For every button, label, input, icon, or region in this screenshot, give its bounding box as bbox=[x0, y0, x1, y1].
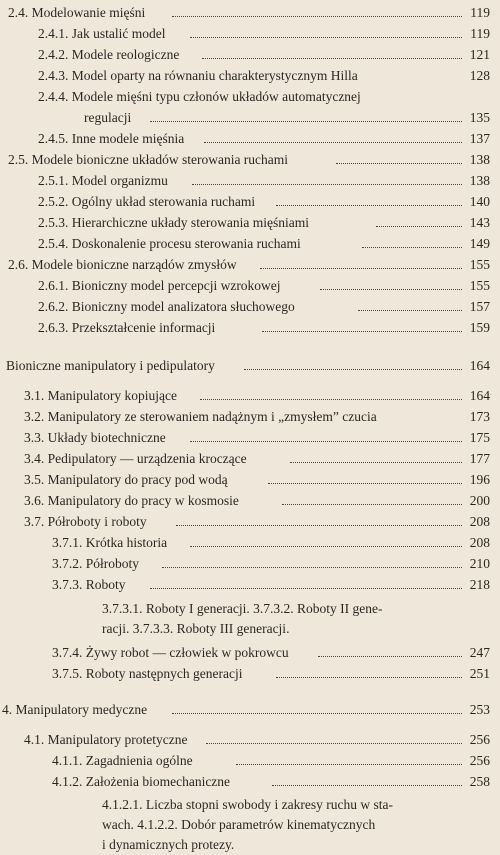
toc-entry-page: 143 bbox=[469, 215, 490, 230]
toc-entry-title: 3.2. Manipulatory ze sterowaniem nadążnym i „zmysłem” czucia bbox=[24, 409, 377, 424]
toc-entry-page: 157 bbox=[469, 299, 490, 314]
toc-entry-page: 256 bbox=[469, 753, 490, 768]
leader-dots bbox=[276, 677, 462, 678]
toc-entry-page: 121 bbox=[469, 47, 490, 62]
leader-dots bbox=[190, 37, 462, 38]
leader-dots bbox=[190, 441, 462, 442]
leader-dots bbox=[272, 785, 462, 786]
toc-entry-title: 4.1.2. Założenia biomechaniczne bbox=[52, 774, 231, 789]
leader-dots bbox=[192, 184, 462, 185]
toc-subsection-note: i dynamicznych protezy. bbox=[102, 837, 235, 852]
toc-entry-title: 4. Manipulatory medyczne bbox=[2, 702, 148, 717]
toc-entry-page: 251 bbox=[469, 666, 490, 681]
toc-entry-title: 2.6.1. Bioniczny model percepcji wzrokowej bbox=[38, 278, 281, 293]
toc-entry-title: 2.4.4. Modele mięśni typu członów układów automatycznej bbox=[38, 89, 361, 104]
leader-dots bbox=[172, 16, 462, 17]
toc-subsection-note: 3.7.3.1. Roboty I generacji. 3.7.3.2. Roboty II gene- bbox=[102, 601, 383, 616]
toc-entry-title: 3.4. Pedipulatory — urządzenia kroczące bbox=[24, 451, 247, 466]
toc-entry-page: 258 bbox=[469, 774, 490, 789]
toc-entry-page: 200 bbox=[469, 493, 490, 508]
toc-entry-title-cont: regulacji bbox=[84, 110, 132, 125]
toc-entry-page: 137 bbox=[469, 131, 490, 146]
leader-dots bbox=[362, 247, 462, 248]
leader-dots bbox=[206, 743, 462, 744]
leader-dots bbox=[150, 121, 462, 122]
toc-subsection-note: 4.1.2.1. Liczba stopni swobody i zakresy ruchu w sta- bbox=[102, 797, 393, 812]
toc-entry-page: 135 bbox=[469, 110, 490, 125]
leader-dots bbox=[202, 58, 462, 59]
toc-entry-title: 2.5. Modele bioniczne układów sterowania ruchami bbox=[8, 152, 289, 167]
toc-entry-title: 3.7.4. Żywy robot — człowiek w pokrowcu bbox=[52, 645, 289, 660]
toc-entry-page: 149 bbox=[469, 236, 490, 251]
toc-entry-title: 2.4.5. Inne modele mięśnia bbox=[38, 131, 185, 146]
leader-dots bbox=[162, 567, 462, 568]
toc-entry-page: 159 bbox=[469, 320, 490, 335]
toc-entry-page: 164 bbox=[469, 388, 490, 403]
toc-entry-title: 2.5.1. Model organizmu bbox=[38, 173, 168, 188]
toc-entry-page: 119 bbox=[470, 26, 490, 41]
toc-entry-page: 175 bbox=[469, 430, 490, 445]
leader-dots bbox=[376, 226, 462, 227]
toc-entry-page: 208 bbox=[469, 535, 490, 550]
toc-entry-title: 2.6.3. Przekształcenie informacji bbox=[38, 320, 216, 335]
toc-entry-page: 119 bbox=[470, 5, 490, 20]
leader-dots bbox=[176, 525, 462, 526]
toc-entry-page: 138 bbox=[469, 173, 490, 188]
toc-entry-page: 196 bbox=[469, 472, 490, 487]
toc-entry-title: 2.4. Modelowanie mięśni bbox=[8, 5, 146, 20]
toc-subsection-note: racji. 3.7.3.3. Roboty III generacji. bbox=[102, 621, 290, 636]
leader-dots bbox=[200, 399, 462, 400]
leader-dots bbox=[150, 588, 462, 589]
toc-entry-page: 128 bbox=[469, 68, 490, 83]
toc-entry-page: 177 bbox=[469, 451, 490, 466]
toc-entry-title: 4.1. Manipulatory protetyczne bbox=[24, 732, 188, 747]
toc-entry-title: 3.7.5. Roboty następnych generacji bbox=[52, 666, 243, 681]
toc-entry-title: 4.1.1. Zagadnienia ogólne bbox=[52, 753, 193, 768]
toc-entry-title: 2.5.3. Hierarchiczne układy sterowania mięśniami bbox=[38, 215, 310, 230]
toc-entry-title: 2.5.2. Ogólny układ sterowania ruchami bbox=[38, 194, 256, 209]
toc-entry-title: 2.6. Modele bioniczne narządów zmysłów bbox=[8, 257, 237, 272]
toc-entry-title: 2.4.3. Model oparty na równaniu charakterystycznym Hilla bbox=[38, 68, 358, 83]
toc-entry-page: 208 bbox=[469, 514, 490, 529]
toc-entry-title: Bioniczne manipulatory i pedipulatory bbox=[6, 358, 215, 373]
toc-entry-page: 210 bbox=[469, 556, 490, 571]
toc-subsection-note: wach. 4.1.2.2. Dobór parametrów kinematycznych bbox=[102, 817, 376, 832]
toc-entry-title: 3.7.2. Półroboty bbox=[52, 556, 140, 571]
leader-dots bbox=[290, 462, 462, 463]
toc-entry-page: 256 bbox=[469, 732, 490, 747]
leader-dots bbox=[268, 483, 462, 484]
toc-entry-page: 247 bbox=[469, 645, 490, 660]
leader-dots bbox=[336, 163, 462, 164]
toc-entry-title: 3.7.3. Roboty bbox=[52, 577, 126, 592]
toc-entry-page: 253 bbox=[469, 702, 490, 717]
leader-dots bbox=[276, 205, 462, 206]
toc-entry-page: 140 bbox=[469, 194, 490, 209]
leader-dots bbox=[282, 504, 462, 505]
toc-entry-page: 138 bbox=[469, 152, 490, 167]
toc-entry-page: 164 bbox=[469, 358, 490, 373]
toc-entry-title: 3.5. Manipulatory do pracy pod wodą bbox=[24, 472, 228, 487]
toc-entry-page: 218 bbox=[469, 577, 490, 592]
toc-entry-title: 3.7.1. Krótka historia bbox=[52, 535, 168, 550]
toc-entry-title: 2.5.4. Doskonalenie procesu sterowania ruchami bbox=[38, 236, 301, 251]
toc-entry-title: 3.7. Półroboty i roboty bbox=[24, 514, 147, 529]
toc-entry-title: 3.6. Manipulatory do pracy w kosmosie bbox=[24, 493, 239, 508]
toc-entry-title: 2.6.2. Bioniczny model analizatora słuchowego bbox=[38, 299, 295, 314]
leader-dots bbox=[244, 369, 462, 370]
leader-dots bbox=[204, 142, 462, 143]
toc-entry-page: 173 bbox=[469, 409, 490, 424]
leader-dots bbox=[190, 546, 462, 547]
toc-entry-page: 155 bbox=[469, 257, 490, 272]
leader-dots bbox=[260, 268, 462, 269]
toc-entry-title: 3.3. Układy biotechniczne bbox=[24, 430, 166, 445]
toc-entry-title: 2.4.2. Modele reologiczne bbox=[38, 47, 180, 62]
leader-dots bbox=[236, 764, 462, 765]
leader-dots bbox=[358, 310, 462, 311]
toc-entry-page: 155 bbox=[469, 278, 490, 293]
leader-dots bbox=[318, 656, 462, 657]
toc-entry-title: 3.1. Manipulatory kopiujące bbox=[24, 388, 177, 403]
leader-dots bbox=[172, 713, 462, 714]
leader-dots bbox=[262, 331, 462, 332]
leader-dots bbox=[320, 289, 462, 290]
toc-entry-title: 2.4.1. Jak ustalić model bbox=[38, 26, 166, 41]
